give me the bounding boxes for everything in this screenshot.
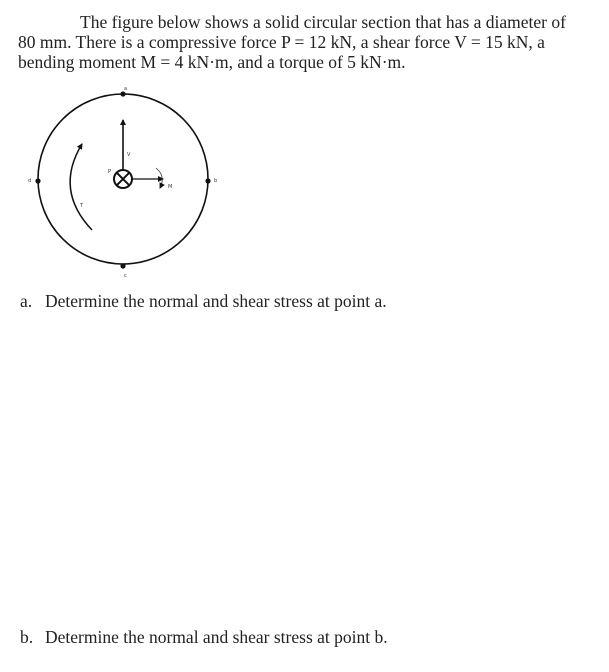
question-a-text: Determine the normal and shear stress at point a. bbox=[45, 291, 387, 311]
problem-line-3: bending moment M = 4 kN·m, and a torque of 5 kN·m. bbox=[18, 52, 406, 72]
point-b-dot bbox=[205, 178, 210, 183]
problem-line-2: 80 mm. There is a compressive force P = 12 kN, a shear force V = 15 kN, a bbox=[18, 32, 545, 52]
question-b-label: b. bbox=[20, 627, 34, 647]
point-c-dot bbox=[120, 263, 125, 268]
label-T: T bbox=[80, 203, 84, 209]
label-P: P bbox=[108, 169, 112, 175]
question-b-text: Determine the normal and shear stress at point b. bbox=[45, 627, 388, 647]
torque-arrow bbox=[70, 144, 92, 230]
problem-statement bbox=[18, 12, 598, 72]
label-M: M bbox=[168, 184, 173, 190]
label-c: c bbox=[124, 273, 127, 279]
label-a: a bbox=[124, 86, 128, 92]
question-b bbox=[20, 627, 388, 647]
point-d-dot bbox=[35, 178, 40, 183]
question-a-label: a. bbox=[20, 291, 33, 311]
moment-curl-arrow bbox=[156, 168, 162, 188]
label-d: d bbox=[28, 178, 32, 184]
label-V: V bbox=[127, 152, 131, 158]
cross-section-figure bbox=[20, 82, 230, 282]
label-b: b bbox=[214, 178, 218, 184]
problem-line-1: The figure below shows a solid circular section that has a diameter of bbox=[80, 12, 566, 32]
point-a-dot bbox=[120, 91, 125, 96]
question-a bbox=[20, 291, 387, 311]
